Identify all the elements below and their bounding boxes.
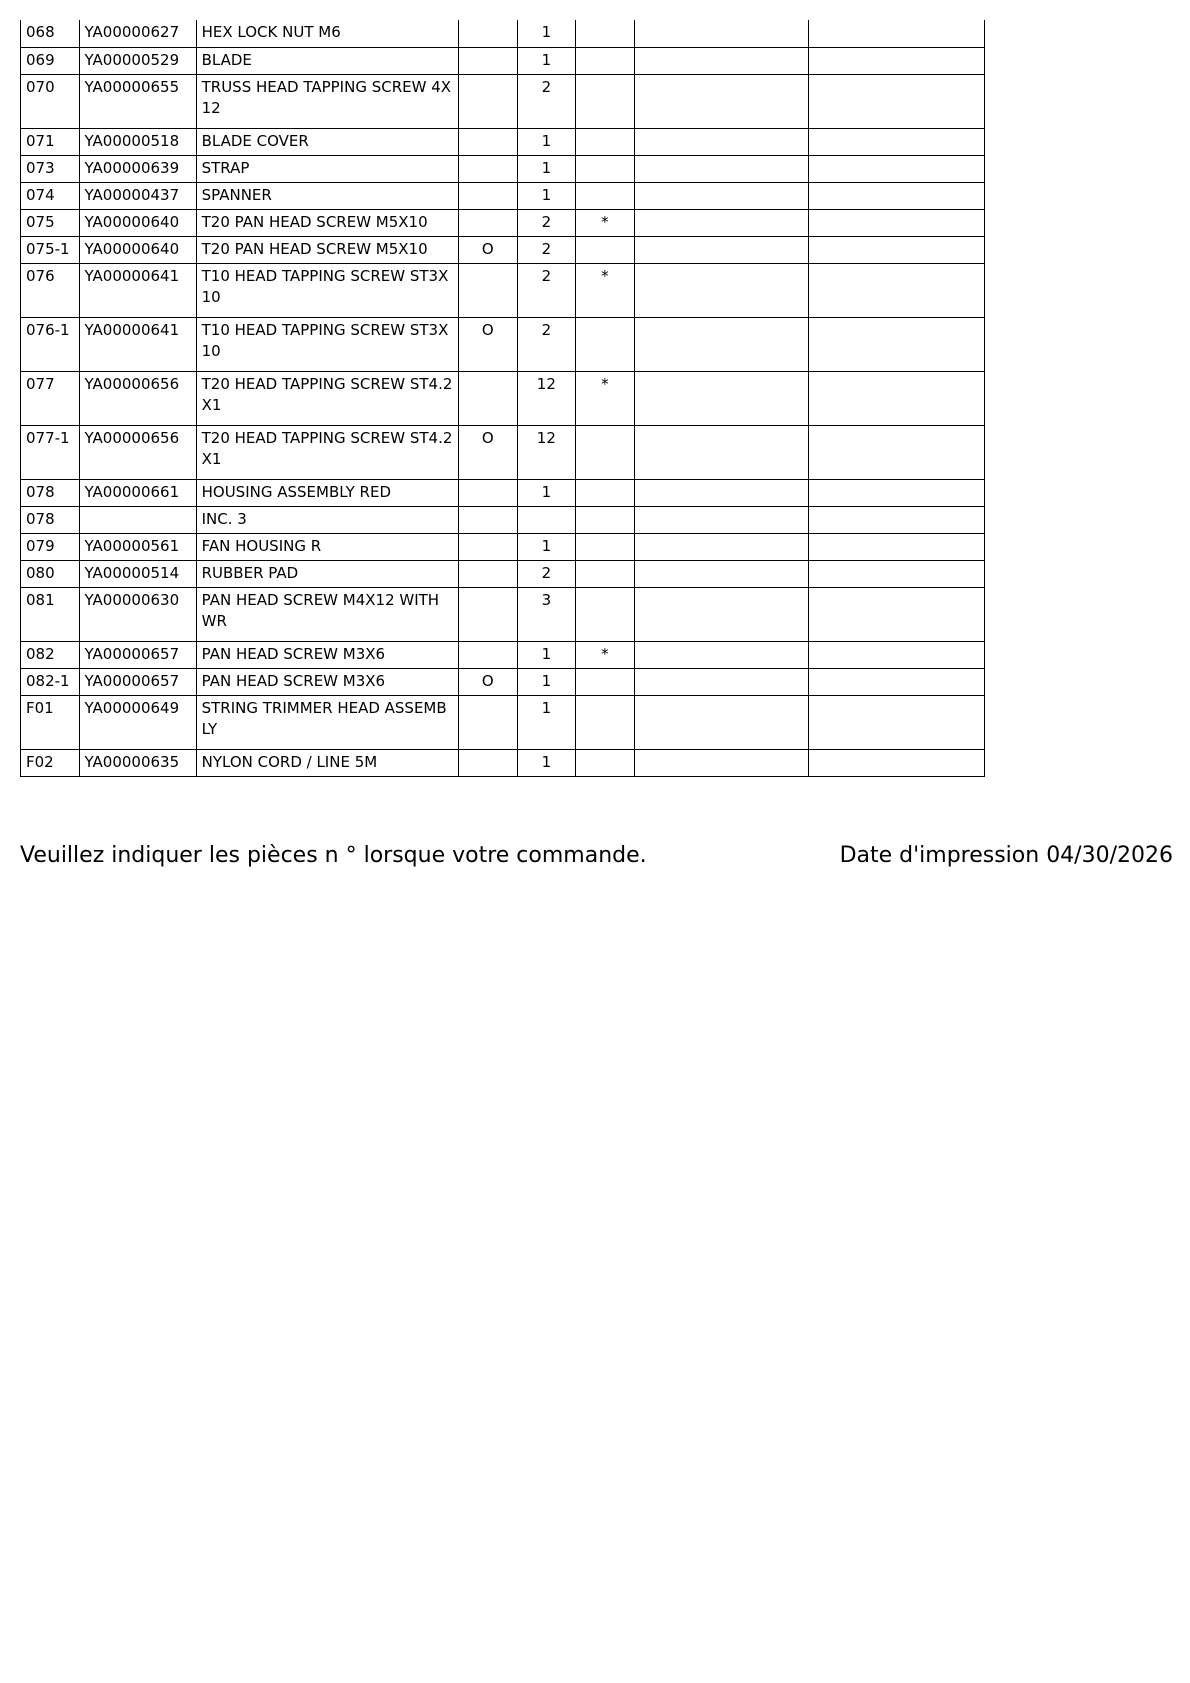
part-mark-cell: [576, 695, 635, 749]
part-code-cell: YA00000656: [79, 371, 196, 425]
part-number-cell: 079: [21, 533, 80, 560]
part-description-cell: T20 PAN HEAD SCREW M5X10: [196, 209, 458, 236]
part-description-cell: HEX LOCK NUT M6: [196, 20, 458, 47]
part-option-cell: [459, 209, 518, 236]
part-option-cell: [459, 749, 518, 776]
part-code-cell: YA00000640: [79, 236, 196, 263]
part-mark-cell: [576, 236, 635, 263]
part-description-cell: T10 HEAD TAPPING SCREW ST3X10: [196, 263, 458, 317]
part-option-cell: [459, 641, 518, 668]
part-number-cell: F02: [21, 749, 80, 776]
table-row: [21, 371, 985, 425]
part-mark-cell: [576, 20, 635, 47]
part-mark-cell: [576, 425, 635, 479]
part-mark-cell: [576, 155, 635, 182]
part-option-cell: [459, 47, 518, 74]
part-description-cell: T10 HEAD TAPPING SCREW ST3X10: [196, 317, 458, 371]
part-quantity-cell: 1: [517, 533, 576, 560]
part-option-cell: [459, 587, 518, 641]
empty-cell: [809, 74, 985, 128]
part-mark-cell: [576, 182, 635, 209]
part-code-cell: YA00000561: [79, 533, 196, 560]
part-quantity-cell: [517, 506, 576, 533]
part-description-cell: T20 HEAD TAPPING SCREW ST4.2X1: [196, 425, 458, 479]
empty-cell: [634, 371, 809, 425]
part-mark-cell: [576, 479, 635, 506]
empty-cell: [809, 560, 985, 587]
part-quantity-cell: 2: [517, 74, 576, 128]
part-mark-cell: *: [576, 209, 635, 236]
empty-cell: [634, 533, 809, 560]
part-quantity-cell: 2: [517, 560, 576, 587]
empty-cell: [634, 641, 809, 668]
empty-cell: [809, 533, 985, 560]
table-row: [21, 128, 985, 155]
part-mark-cell: [576, 128, 635, 155]
empty-cell: [634, 209, 809, 236]
part-number-cell: 074: [21, 182, 80, 209]
part-option-cell: [459, 74, 518, 128]
empty-cell: [634, 182, 809, 209]
part-code-cell: YA00000630: [79, 587, 196, 641]
empty-cell: [634, 695, 809, 749]
part-number-cell: 082: [21, 641, 80, 668]
part-option-cell: [459, 560, 518, 587]
part-mark-cell: [576, 317, 635, 371]
empty-cell: [809, 20, 985, 47]
empty-cell: [634, 155, 809, 182]
empty-cell: [809, 155, 985, 182]
table-row: [21, 74, 985, 128]
empty-cell: [809, 479, 985, 506]
table-row: [21, 263, 985, 317]
empty-cell: [634, 560, 809, 587]
part-mark-cell: [576, 533, 635, 560]
empty-cell: [634, 128, 809, 155]
empty-cell: [634, 317, 809, 371]
part-description-cell: BLADE: [196, 47, 458, 74]
empty-cell: [809, 128, 985, 155]
part-quantity-cell: 2: [517, 209, 576, 236]
part-quantity-cell: 1: [517, 155, 576, 182]
part-number-cell: 070: [21, 74, 80, 128]
empty-cell: [634, 506, 809, 533]
empty-cell: [634, 236, 809, 263]
part-description-cell: FAN HOUSING R: [196, 533, 458, 560]
empty-cell: [809, 641, 985, 668]
empty-cell: [634, 587, 809, 641]
part-code-cell: [79, 506, 196, 533]
empty-cell: [634, 47, 809, 74]
part-number-cell: F01: [21, 695, 80, 749]
part-option-cell: [459, 263, 518, 317]
table-row: [21, 317, 985, 371]
table-row: [21, 479, 985, 506]
part-description-cell: BLADE COVER: [196, 128, 458, 155]
part-code-cell: YA00000640: [79, 209, 196, 236]
print-date: Date d'impression 04/30/2026: [839, 843, 1173, 868]
part-code-cell: YA00000641: [79, 317, 196, 371]
part-description-cell: PAN HEAD SCREW M3X6: [196, 668, 458, 695]
empty-cell: [634, 425, 809, 479]
empty-cell: [634, 749, 809, 776]
empty-cell: [809, 506, 985, 533]
part-quantity-cell: 1: [517, 128, 576, 155]
table-row: [21, 47, 985, 74]
part-description-cell: STRING TRIMMER HEAD ASSEMBLY: [196, 695, 458, 749]
table-row: [21, 668, 985, 695]
part-mark-cell: [576, 749, 635, 776]
table-row: [21, 641, 985, 668]
part-quantity-cell: 12: [517, 425, 576, 479]
part-number-cell: 073: [21, 155, 80, 182]
table-row: [21, 155, 985, 182]
table-row: [21, 20, 985, 47]
empty-cell: [809, 695, 985, 749]
empty-cell: [809, 47, 985, 74]
empty-cell: [634, 74, 809, 128]
part-description-cell: T20 HEAD TAPPING SCREW ST4.2X1: [196, 371, 458, 425]
part-code-cell: YA00000656: [79, 425, 196, 479]
part-description-cell: TRUSS HEAD TAPPING SCREW 4X12: [196, 74, 458, 128]
part-number-cell: 076: [21, 263, 80, 317]
part-quantity-cell: 1: [517, 182, 576, 209]
part-description-cell: NYLON CORD / LINE 5M: [196, 749, 458, 776]
part-option-cell: O: [459, 668, 518, 695]
empty-cell: [809, 182, 985, 209]
part-option-cell: [459, 128, 518, 155]
table-row: [21, 749, 985, 776]
table-row: [21, 236, 985, 263]
empty-cell: [634, 20, 809, 47]
table-row: [21, 209, 985, 236]
empty-cell: [809, 209, 985, 236]
empty-cell: [634, 668, 809, 695]
part-mark-cell: [576, 506, 635, 533]
part-code-cell: YA00000518: [79, 128, 196, 155]
part-number-cell: 075: [21, 209, 80, 236]
part-quantity-cell: 12: [517, 371, 576, 425]
part-quantity-cell: 1: [517, 695, 576, 749]
part-number-cell: 078: [21, 506, 80, 533]
part-mark-cell: [576, 587, 635, 641]
part-quantity-cell: 1: [517, 479, 576, 506]
table-row: [21, 182, 985, 209]
table-row: [21, 560, 985, 587]
part-quantity-cell: 2: [517, 263, 576, 317]
part-quantity-cell: 1: [517, 749, 576, 776]
part-code-cell: YA00000661: [79, 479, 196, 506]
part-option-cell: [459, 479, 518, 506]
part-description-cell: PAN HEAD SCREW M3X6: [196, 641, 458, 668]
part-number-cell: 077: [21, 371, 80, 425]
part-mark-cell: [576, 560, 635, 587]
part-number-cell: 075-1: [21, 236, 80, 263]
part-quantity-cell: 1: [517, 47, 576, 74]
part-quantity-cell: 1: [517, 668, 576, 695]
part-number-cell: 080: [21, 560, 80, 587]
part-option-cell: O: [459, 425, 518, 479]
part-code-cell: YA00000657: [79, 668, 196, 695]
part-option-cell: [459, 20, 518, 47]
part-option-cell: [459, 695, 518, 749]
empty-cell: [809, 668, 985, 695]
part-mark-cell: [576, 74, 635, 128]
part-code-cell: YA00000437: [79, 182, 196, 209]
part-number-cell: 081: [21, 587, 80, 641]
table-row: [21, 506, 985, 533]
part-option-cell: [459, 533, 518, 560]
empty-cell: [634, 479, 809, 506]
part-code-cell: YA00000639: [79, 155, 196, 182]
part-code-cell: YA00000627: [79, 20, 196, 47]
part-number-cell: 077-1: [21, 425, 80, 479]
part-option-cell: [459, 155, 518, 182]
empty-cell: [634, 263, 809, 317]
part-quantity-cell: 2: [517, 317, 576, 371]
parts-table-body: [21, 20, 985, 776]
part-code-cell: YA00000641: [79, 263, 196, 317]
table-row: [21, 533, 985, 560]
part-quantity-cell: 2: [517, 236, 576, 263]
part-number-cell: 076-1: [21, 317, 80, 371]
part-code-cell: YA00000635: [79, 749, 196, 776]
table-row: [21, 695, 985, 749]
part-description-cell: RUBBER PAD: [196, 560, 458, 587]
parts-table: [20, 20, 985, 777]
empty-cell: [809, 236, 985, 263]
part-description-cell: SPANNER: [196, 182, 458, 209]
part-description-cell: STRAP: [196, 155, 458, 182]
part-mark-cell: *: [576, 371, 635, 425]
empty-cell: [809, 263, 985, 317]
part-mark-cell: *: [576, 263, 635, 317]
part-option-cell: [459, 506, 518, 533]
table-row: [21, 425, 985, 479]
empty-cell: [809, 749, 985, 776]
table-row: [21, 587, 985, 641]
part-code-cell: YA00000649: [79, 695, 196, 749]
part-code-cell: YA00000657: [79, 641, 196, 668]
empty-cell: [809, 317, 985, 371]
part-quantity-cell: 1: [517, 20, 576, 47]
part-mark-cell: [576, 668, 635, 695]
empty-cell: [809, 425, 985, 479]
part-number-cell: 068: [21, 20, 80, 47]
part-mark-cell: [576, 47, 635, 74]
part-number-cell: 071: [21, 128, 80, 155]
part-number-cell: 069: [21, 47, 80, 74]
part-option-cell: [459, 182, 518, 209]
part-option-cell: O: [459, 236, 518, 263]
part-code-cell: YA00000529: [79, 47, 196, 74]
part-quantity-cell: 3: [517, 587, 576, 641]
part-description-cell: T20 PAN HEAD SCREW M5X10: [196, 236, 458, 263]
part-description-cell: PAN HEAD SCREW M4X12 WITH WR: [196, 587, 458, 641]
part-quantity-cell: 1: [517, 641, 576, 668]
order-instruction-note: Veuillez indiquer les pièces n ° lorsque votre commande.: [20, 843, 647, 868]
part-number-cell: 082-1: [21, 668, 80, 695]
part-option-cell: O: [459, 317, 518, 371]
part-mark-cell: *: [576, 641, 635, 668]
part-code-cell: YA00000655: [79, 74, 196, 128]
part-description-cell: INC. 3: [196, 506, 458, 533]
part-number-cell: 078: [21, 479, 80, 506]
part-description-cell: HOUSING ASSEMBLY RED: [196, 479, 458, 506]
empty-cell: [809, 371, 985, 425]
empty-cell: [809, 587, 985, 641]
part-code-cell: YA00000514: [79, 560, 196, 587]
part-option-cell: [459, 371, 518, 425]
